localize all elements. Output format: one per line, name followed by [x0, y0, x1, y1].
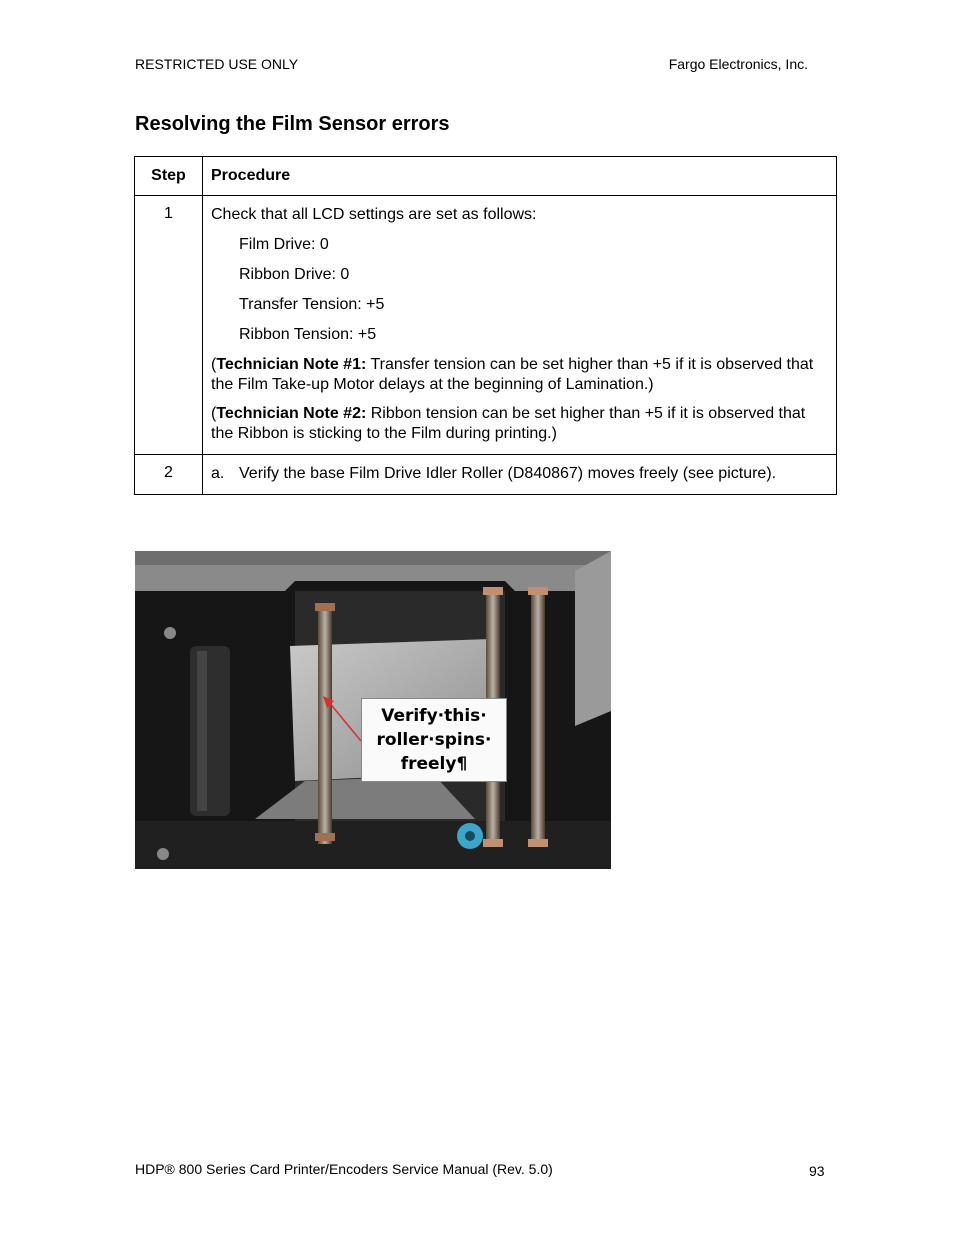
table-row [135, 196, 837, 455]
table-row [135, 455, 837, 495]
list-item-text: Verify the base Film Drive Idler Roller (D840867) moves freely (see picture). [239, 465, 777, 482]
list-item [211, 464, 828, 484]
footer-manual-title: HDP® 800 Series Card Printer/Encoders Service Manual (Rev. 5.0) [135, 1161, 553, 1177]
roller-photo [135, 551, 611, 869]
list-item-label: a. [211, 465, 225, 482]
procedure-column-header: Procedure [203, 157, 837, 196]
technician-note-2 [211, 404, 828, 444]
header-restricted: RESTRICTED USE ONLY [135, 56, 299, 72]
procedure-intro: Check that all LCD settings are set as follows: [211, 206, 537, 223]
note-open-paren: ( [211, 405, 217, 422]
table-header-row [135, 157, 837, 196]
header-company: Fargo Electronics, Inc. [668, 56, 808, 72]
note-label: Technician Note #2: [216, 405, 367, 422]
callout-line: roller·spins· [376, 730, 492, 750]
procedure-table [134, 156, 837, 495]
step-column-header: Step [135, 157, 203, 196]
note-text: Ribbon tension can be set higher than +5 if it is observed that the Ribbon is sticking to the Film during printing.) [211, 405, 806, 442]
procedure-cell [203, 196, 837, 455]
section-title: Resolving the Film Sensor errors [135, 113, 450, 135]
callout-line: Verify·this· [381, 706, 487, 726]
setting-ribbon-drive: Ribbon Drive: 0 [239, 266, 350, 283]
note-label: Technician Note #1: [216, 356, 367, 373]
note-open-paren: ( [211, 356, 217, 373]
page-number: 93 [809, 1163, 825, 1179]
setting-transfer-tension: Transfer Tension: +5 [239, 296, 385, 313]
procedure-cell [203, 455, 837, 495]
callout-line: freely¶ [400, 754, 468, 774]
step-number: 1 [135, 196, 203, 455]
roller-callout-label [361, 698, 507, 782]
step-number: 2 [135, 455, 203, 495]
note-text: Transfer tension can be set higher than +5 if it is observed that the Film Take-up Motor delays at the beginning of Lamination.) [211, 356, 814, 393]
technician-note-1 [211, 355, 828, 395]
setting-film-drive: Film Drive: 0 [239, 236, 329, 253]
setting-ribbon-tension: Ribbon Tension: +5 [239, 326, 377, 343]
